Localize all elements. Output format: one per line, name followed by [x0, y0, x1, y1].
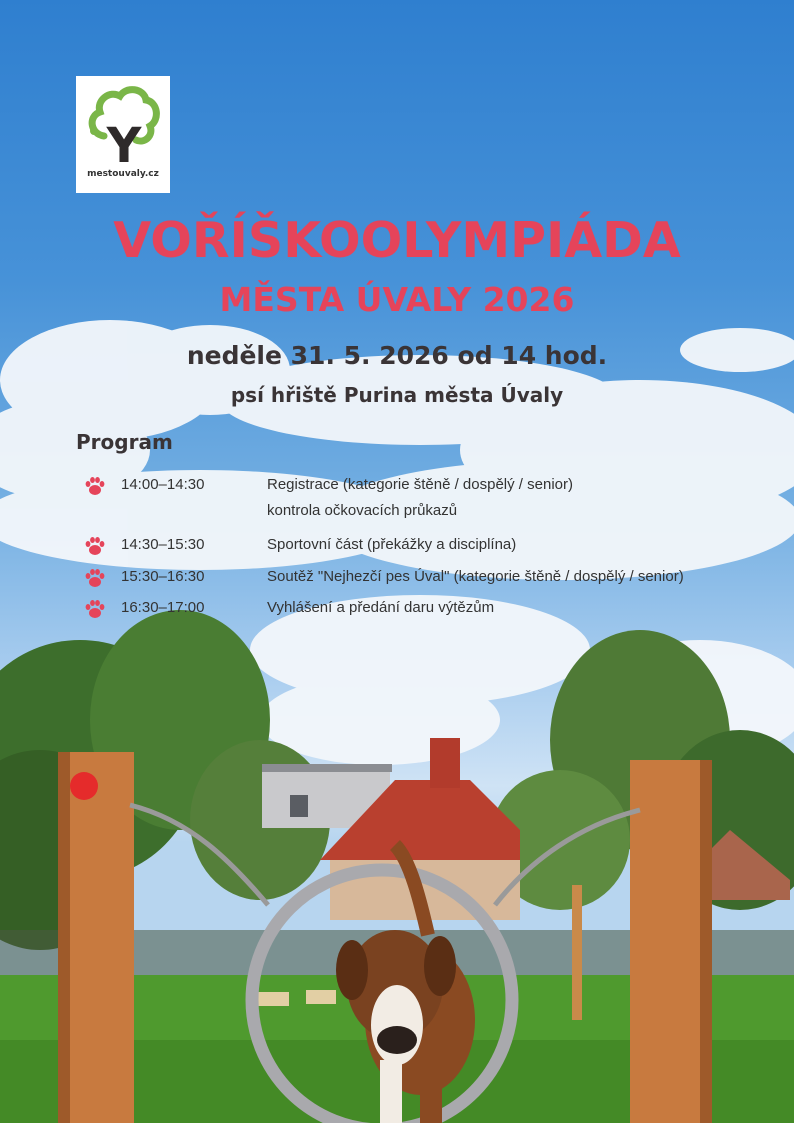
program-description-line: Vyhlášení a předání daru výtězům [267, 599, 495, 616]
program-time: 15:30–16:30 [121, 568, 205, 585]
program-item [84, 599, 764, 623]
event-place: psí hřiště Purina města Úvaly [230, 383, 564, 407]
event-date: neděle 31. 5. 2026 od 14 hod. [186, 341, 608, 370]
program-time: 16:30–17:00 [121, 599, 205, 616]
program-item [84, 536, 764, 560]
program-description [267, 532, 516, 558]
tree-logo-icon [84, 84, 162, 164]
event-subtitle: MĚSTA ÚVALY 2026 [219, 280, 575, 319]
program-item [84, 476, 764, 519]
program-description-line: Registrace (kategorie štěně / dospělý / senior) [267, 476, 573, 493]
program-time: 14:30–15:30 [121, 536, 205, 553]
program-item [84, 568, 764, 592]
event-title: VOŘÍŠKOOLYMPIÁDA [113, 212, 681, 269]
program-description [267, 595, 494, 621]
program-description [267, 472, 573, 524]
program-heading: Program [76, 430, 173, 454]
paw-icon [84, 535, 106, 557]
logo-site-text: mestouvaly.cz [87, 169, 159, 179]
program-description-line: Soutěž "Nejhezčí pes Úval" (kategorie štěně / dospělý / senior) [267, 568, 684, 585]
program-time: 14:00–14:30 [121, 476, 205, 493]
paw-icon [84, 567, 106, 589]
paw-icon [84, 475, 106, 497]
program-description-line: kontrola očkovacích průkazů [267, 502, 458, 519]
paw-icon [84, 598, 106, 620]
logo-letter: Y [106, 118, 142, 164]
program-description [267, 564, 684, 590]
city-logo[interactable] [76, 76, 170, 193]
program-description-line: Sportovní část (překážky a disciplína) [267, 536, 517, 553]
